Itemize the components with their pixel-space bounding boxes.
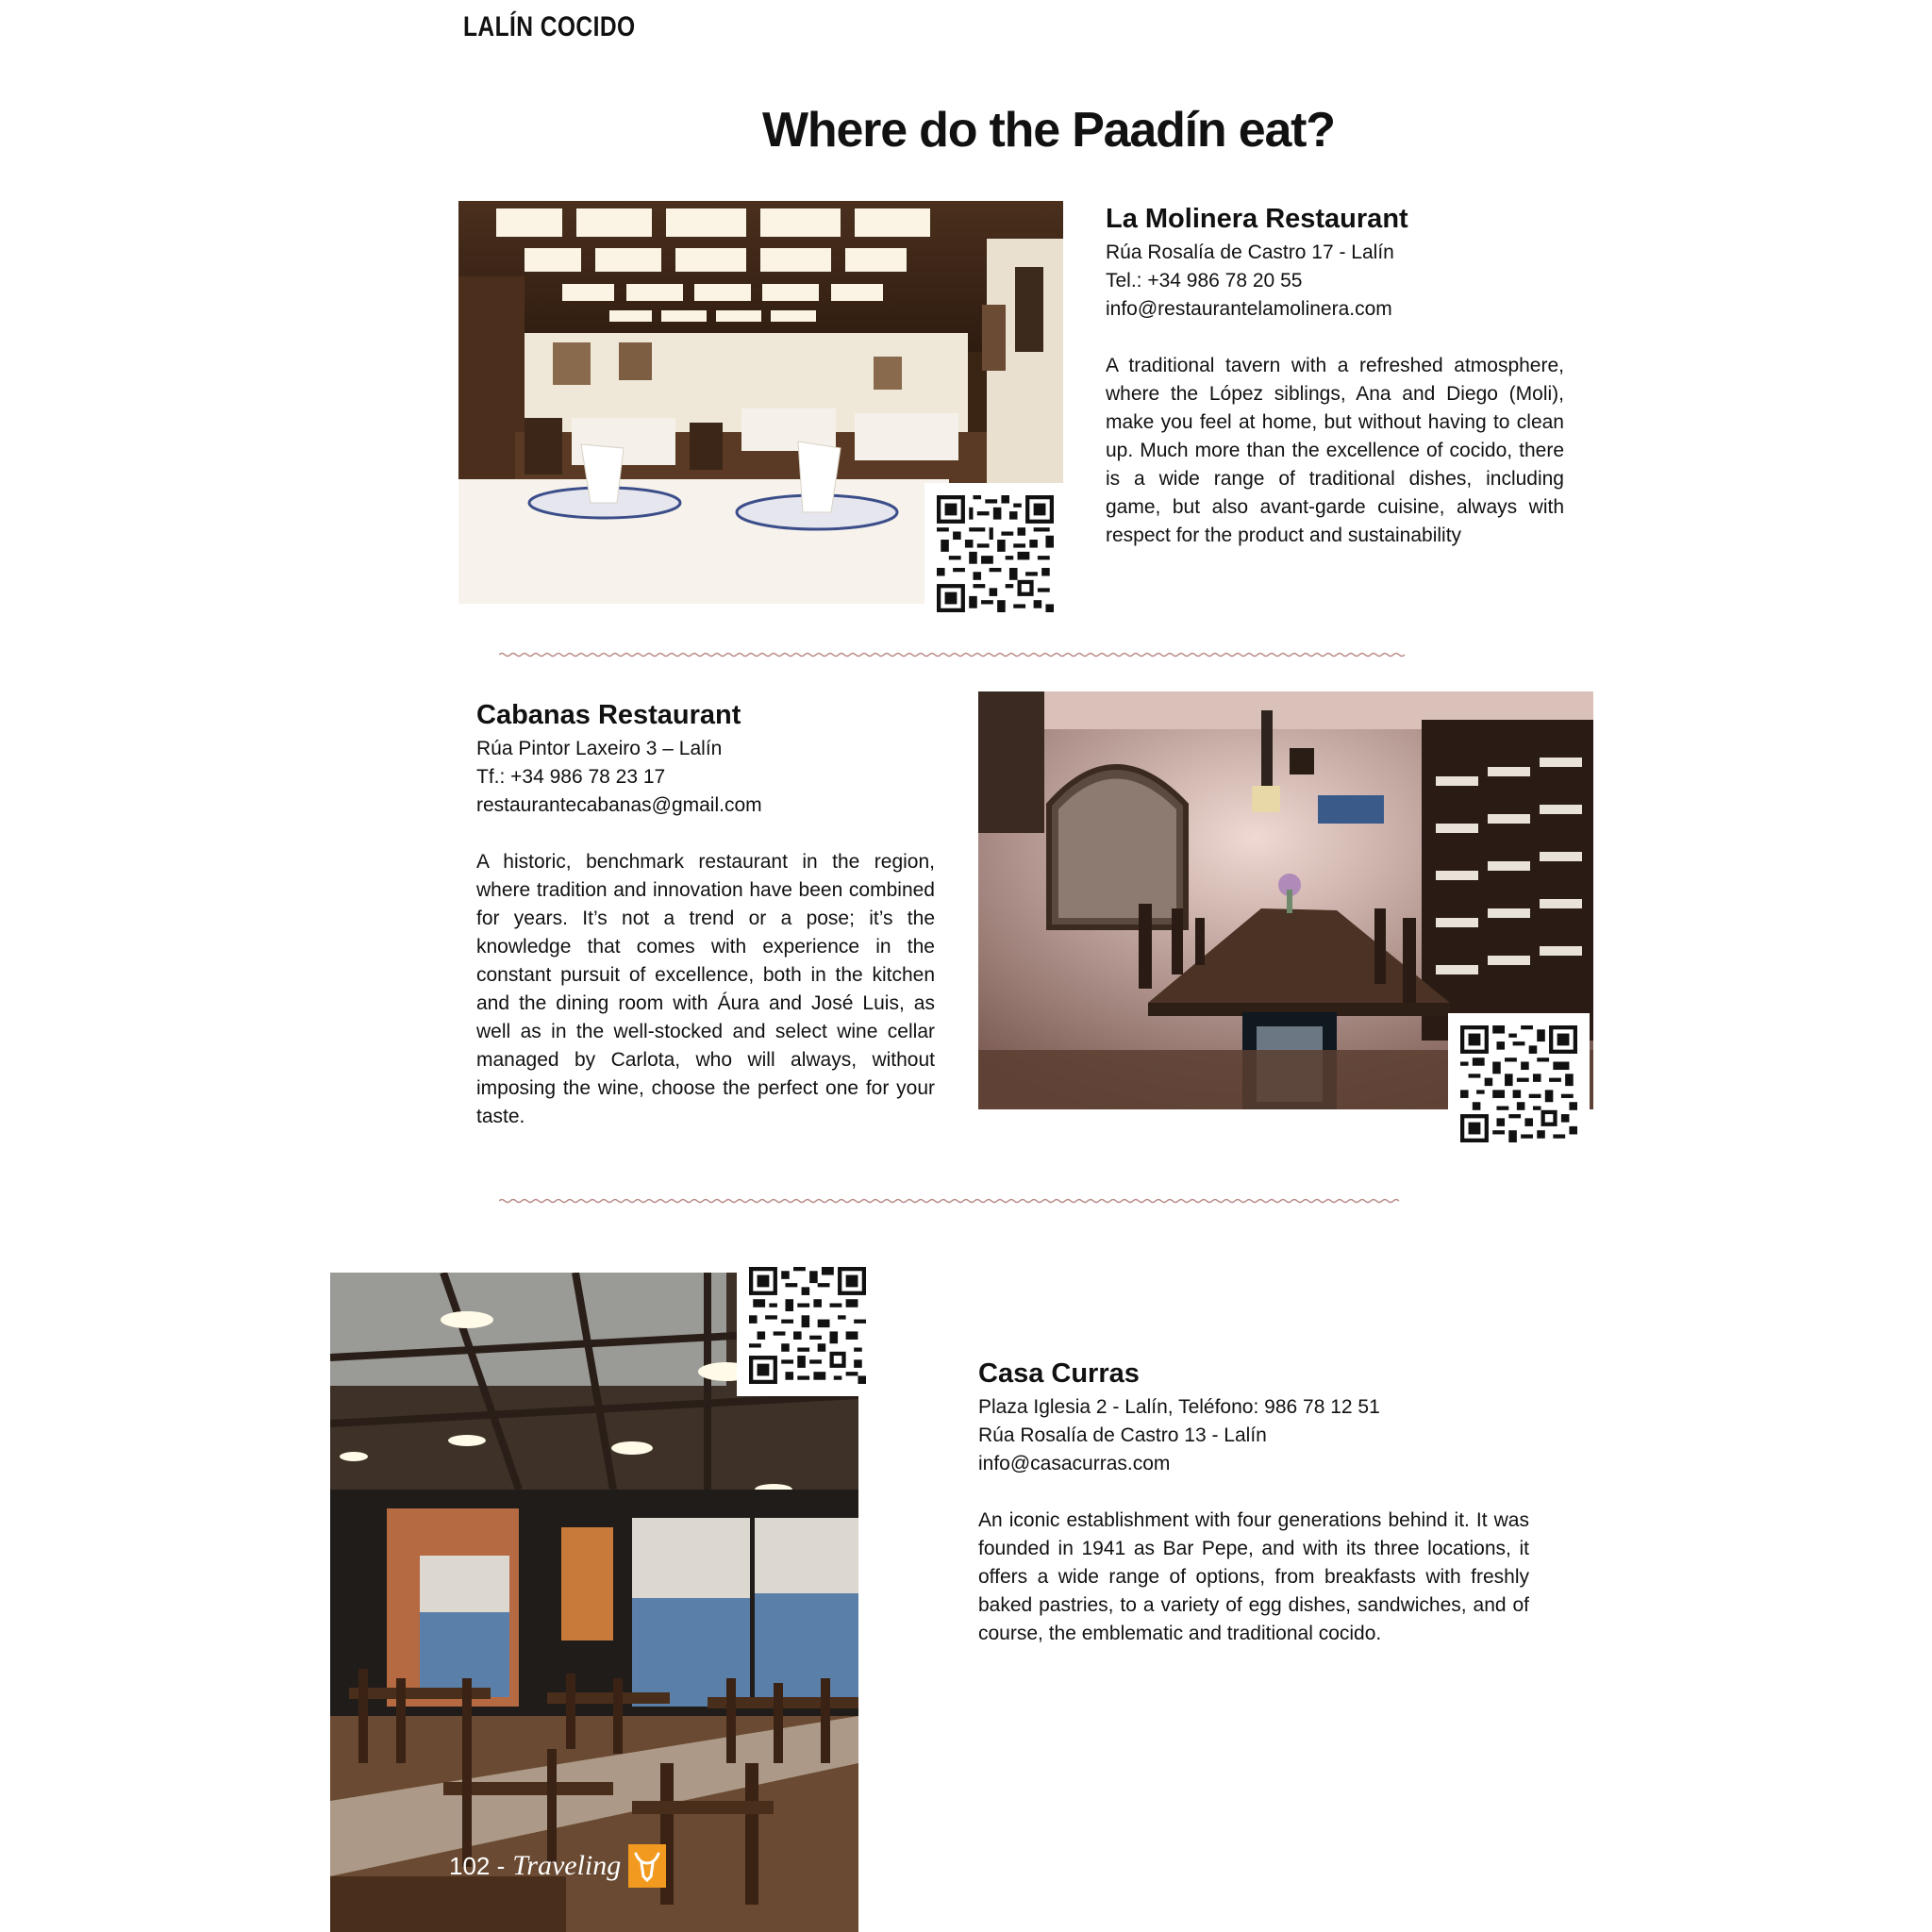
page-title: Where do the Paadín eat? [762, 103, 1335, 158]
email-line[interactable]: info@casacurras.com [978, 1453, 1171, 1474]
address-line: Rúa Pintor Laxeiro 3 – Lalín [476, 738, 723, 759]
bull-logo-icon [628, 1844, 666, 1888]
phone-line: Tel.: +34 986 78 20 55 [1106, 270, 1303, 291]
magazine-name: Traveling [512, 1850, 622, 1881]
casa-curras-block [978, 1358, 1529, 1648]
section-label: LALÍN COCIDO [463, 11, 636, 42]
la-molinera-block [1106, 204, 1564, 550]
la-molinera-qr-code[interactable] [924, 483, 1066, 625]
restaurant-name: Cabanas Restaurant [476, 700, 741, 730]
restaurant-description: A historic, benchmark restaurant in the region, where tradition and innovation have been combined for years. It’s not a trend or a pose; it’s the knowledge that comes with experience in the constant pursuit of excellence, both in the kitchen and the dining room with Áura and José Luis, as well as in the well-stocked and select wine cellar managed by Carlota, who will always, without imposing the wine, choose the perfect one for your taste. [476, 851, 935, 1127]
cabanas-block [476, 700, 935, 1131]
address-line: Plaza Iglesia 2 - Lalín, Teléfono: 986 78 12 51 [978, 1396, 1380, 1418]
address-line: Rúa Rosalía de Castro 17 - Lalín [1106, 242, 1394, 263]
cabanas-qr-code[interactable] [1448, 1013, 1590, 1155]
wavy-divider [499, 1196, 1493, 1206]
address-line-2: Rúa Rosalía de Castro 13 - Lalín [978, 1424, 1267, 1446]
restaurant-name: La Molinera Restaurant [1106, 204, 1408, 234]
email-line[interactable]: restaurantecabanas@gmail.com [476, 794, 762, 816]
restaurant-description: A traditional tavern with a refreshed atmosphere, where the López siblings, Ana and Diego (Moli), make you feel at home, but without having to clean up. Much more than the excellence of cocido, there is a wide range of traditional dishes, including game, but also avant-garde cuisine, always with respect for the product and sustainability [1106, 355, 1564, 546]
restaurant-name: Casa Curras [978, 1358, 1140, 1389]
phone-line: Tf.: +34 986 78 23 17 [476, 766, 666, 788]
page-footer [449, 1842, 666, 1890]
restaurant-description: An iconic establishment with four generations behind it. It was founded in 1941 as Bar Pepe, and with its three locations, it offers a wide range of options, from breakfasts with freshly baked pastries, to a variety of egg dishes, sandwiches, and of course, the emblematic and traditional cocido. [978, 1509, 1529, 1644]
email-line[interactable]: info@restaurantelamolinera.com [1106, 298, 1392, 320]
casa-curras-qr-code[interactable] [737, 1255, 878, 1396]
wavy-divider [499, 650, 1493, 659]
page-number: 102 - [449, 1851, 506, 1880]
